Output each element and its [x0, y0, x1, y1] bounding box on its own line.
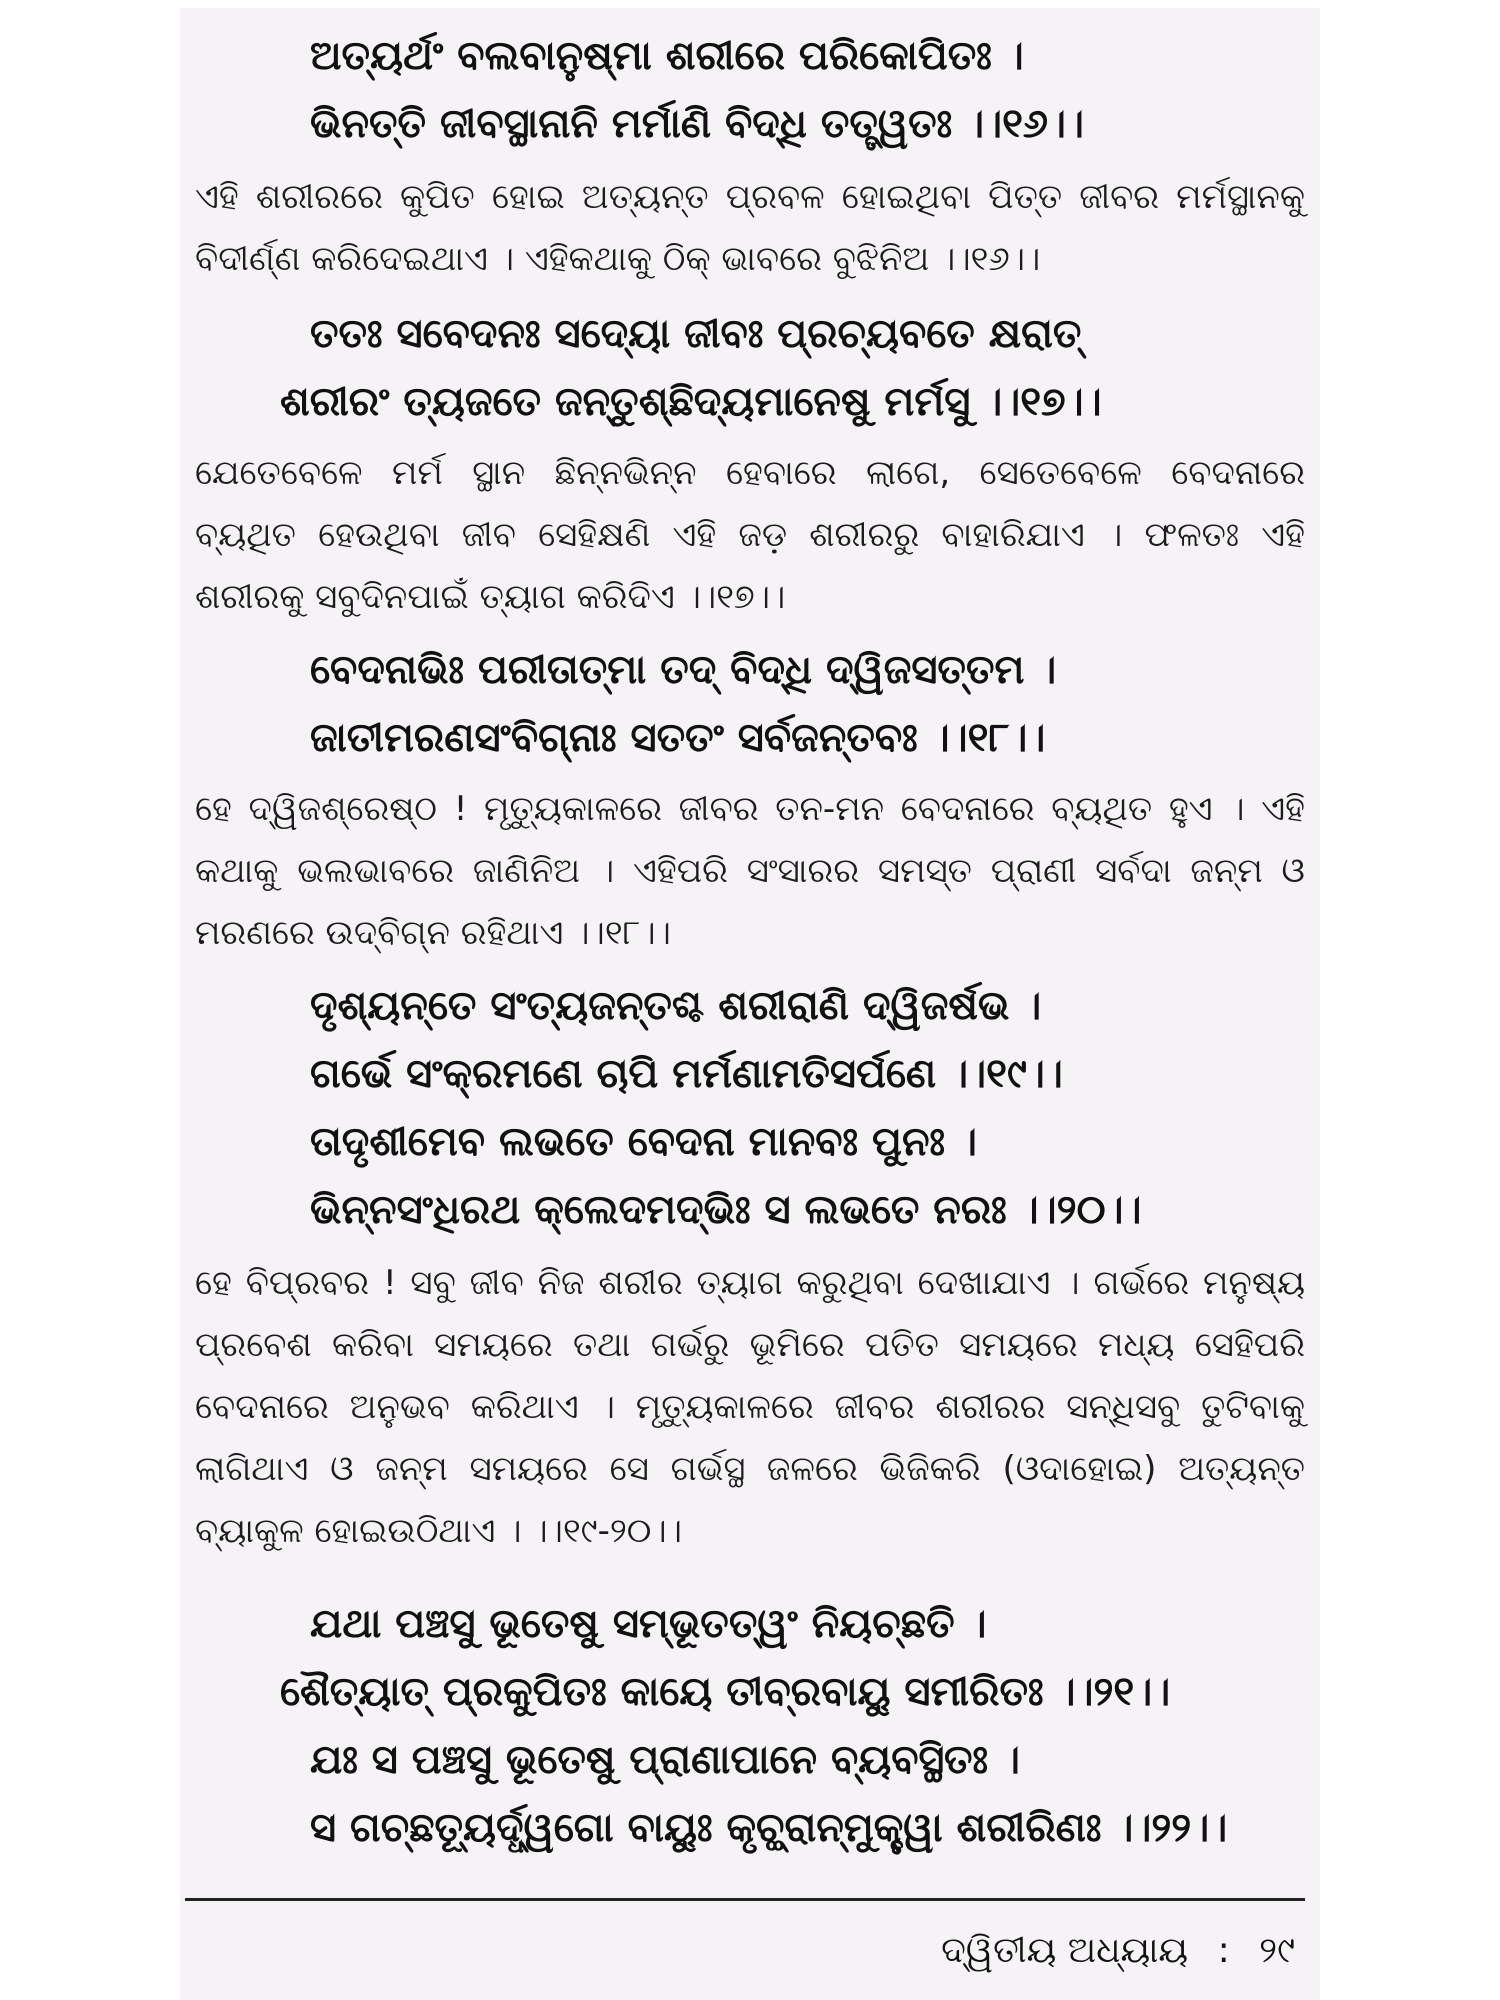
verse-line: ଯଃ ସ ପଞ୍ଚସୁ ଭୂତେଷୁ ପ୍ରାଣାପାନେ ବ୍ୟବସ୍ଥିତଃ ।: [310, 1737, 1021, 1783]
translation-line: ଲାଗିଥାଏ ଓ ଜନ୍ମ ସମୟରେ ସେ ଗର୍ଭସ୍ଥ ଜଳରେ ଭିଜିକରି (ଓଦାହୋଇ) ଅତ୍ୟନ୍ତ: [195, 1449, 1305, 1489]
translation-line: କଥାକୁ ଭଲଭାବରେ ଜାଣିନିଅ । ଏହିପରି ସଂସାରର ସମସ୍ତ ପ୍ରାଣୀ ସର୍ବଦା ଜନ୍ମ ଓ: [195, 851, 1305, 891]
verse-line: ଭିନତ୍ତି ଜୀବସ୍ଥାନାନି ମର୍ମାଣି ବିଦ୍ଧି ତତ୍ତ୍ୱତଃ ।।୧୬।।: [310, 101, 1085, 147]
verse-line: ଜାତୀମରଣସଂବିଗ୍ନାଃ ସତତଂ ସର୍ବଜନ୍ତବଃ ।।୧୮।।: [310, 715, 1046, 761]
verse-line: ସ ଗଚ୍ଛତ୍ୟୂର୍ଦ୍ଧ୍ୱଗୋ ବାୟୁଃ କୃଚ୍ଛ୍ରାନ୍ମୁକ୍ତ୍ୱା ଶରୀରିଣଃ ।।୨୨।।: [310, 1805, 1228, 1851]
verse-line: ଅତ୍ୟର୍ଥଂ ବଲବାନୁଷ୍ମା ଶରୀରେ ପରିକୋପିତଃ ।: [310, 33, 1024, 79]
chapter-title: ଦ୍ୱିତୀୟ ଅଧ୍ୟାୟ: [941, 1930, 1189, 1971]
verse-line: ବେଦନାଭିଃ ପରୀତାତ୍ମା ତଦ୍ ବିଦ୍ଧି ଦ୍ୱିଜସତ୍ତମ ।: [310, 647, 1057, 693]
translation-line: ବ୍ୟାକୁଳ ହୋଇଉଠିଥାଏ । ।।୧୯-୨୦।।: [195, 1511, 682, 1551]
translation-line: ପ୍ରବେଶ କରିବା ସମୟରେ ତଥା ଗର୍ଭରୁ ଭୂମିରେ ପତିତ ସମୟରେ ମଧ୍ୟ ସେହିପରି: [195, 1325, 1305, 1365]
footer-separator: :: [1217, 1930, 1230, 1971]
verse-line: ଶୈତ୍ୟାତ୍ ପ୍ରକୁପିତଃ କାୟେ ତୀବ୍ରବାୟୁ ସମୀରିତଃ ।।୨୧।।: [280, 1669, 1171, 1715]
verse-line: ଭିନ୍ନସଂଧିରଥ କ୍ଲେଦମଦ୍ଭିଃ ସ ଲଭତେ ନରଃ ।।୨୦।।: [310, 1187, 1142, 1233]
translation-line: ହେ ବିପ୍ରବର ! ସବୁ ଜୀବ ନିଜ ଶରୀର ତ୍ୟାଗ କରୁଥିବା ଦେଖାଯାଏ । ଗର୍ଭରେ ମନୁଷ୍ୟ: [195, 1263, 1305, 1303]
translation-line: ଏହି ଶରୀରରେ କୁପିତ ହୋଇ ଅତ୍ୟନ୍ତ ପ୍ରବଳ ହୋଇଥିବା ପିତ୍ତ ଜୀବର ମର୍ମସ୍ଥାନକୁ: [195, 177, 1305, 217]
verse-line: ଯଥା ପଞ୍ଚସୁ ଭୂତେଷୁ ସମ୍ଭୂତତ୍ୱଂ ନିୟଚ୍ଛତି ।: [310, 1601, 987, 1647]
translation-line: ବେଦନାରେ ଅନୁଭବ କରିଥାଏ । ମୃତ୍ୟୁକାଳରେ ଜୀବର ଶରୀରର ସନ୍ଧିସବୁ ତୁଟିବାକୁ: [195, 1387, 1305, 1427]
translation-line: ବ୍ୟଥିତ ହେଉଥିବା ଜୀବ ସେହିକ୍ଷଣି ଏହି ଜଡ଼ ଶରୀରରୁ ବାହାରିଯାଏ । ଫଳତଃ ଏହି: [195, 515, 1305, 555]
page-number: ୨୯: [1259, 1930, 1295, 1971]
verse-line: ତାଦୃଶୀମେବ ଲଭତେ ବେଦନା ମାନବଃ ପୁନଃ ।: [310, 1119, 977, 1165]
verse-line: ଶରୀରଂ ତ୍ୟଜତେ ଜନ୍ତୁଶ୍ଛିଦ୍ୟମାନେଷୁ ମର୍ମସୁ ।।୧୭।।: [280, 379, 1102, 425]
book-page: [180, 8, 1320, 2000]
verse-line: ତତଃ ସବେଦନଃ ସଦ୍ୟୋ ଜୀବଃ ପ୍ରଚ୍ୟବତେ କ୍ଷରାତ୍: [310, 311, 1082, 357]
verse-line: ଗର୍ଭେ ସଂକ୍ରମଣେ ଚାପି ମର୍ମଣାମତିସର୍ପଣେ ।।୧୯।।: [310, 1051, 1063, 1097]
translation-line: ହେ ଦ୍ୱିଜଶ୍ରେଷ୍ଠ ! ମୃତ୍ୟୁକାଳରେ ଜୀବର ତନ-ମନ ବେଦନାରେ ବ୍ୟଥିତ ହୁଏ । ଏହି: [195, 789, 1305, 829]
translation-line: ମରଣରେ ଉଦ୍‌ବିଗ୍ନ ରହିଥାଏ ।।୧୮।।: [195, 913, 671, 953]
footer-rule: [185, 1898, 1305, 1901]
translation-line: ବିଦୀର୍ଣ୍ଣ କରିଦେଇଥାଏ । ଏହିକଥାକୁ ଠିକ୍ ଭାବରେ ବୁଝିନିଅ ।।୧୬।।: [195, 239, 1041, 279]
translation-line: ଯେତେବେଳେ ମର୍ମ ସ୍ଥାନ ଛିନ୍ନଭିନ୍ନ ହେବାରେ ଲାଗେ, ସେତେବେଳେ ବେଦନାରେ: [195, 453, 1305, 493]
page-footer: [941, 1930, 1295, 1972]
translation-line: ଶରୀରକୁ ସବୁଦିନପାଇଁ ତ୍ୟାଗ କରିଦିଏ ।।୧୭।।: [195, 577, 786, 617]
verse-line: ଦୃଶ୍ୟନ୍ତେ ସଂତ୍ୟଜନ୍ତଶ୍ଚ ଶରୀରାଣି ଦ୍ୱିଜର୍ଷଭ ।: [310, 983, 1042, 1029]
